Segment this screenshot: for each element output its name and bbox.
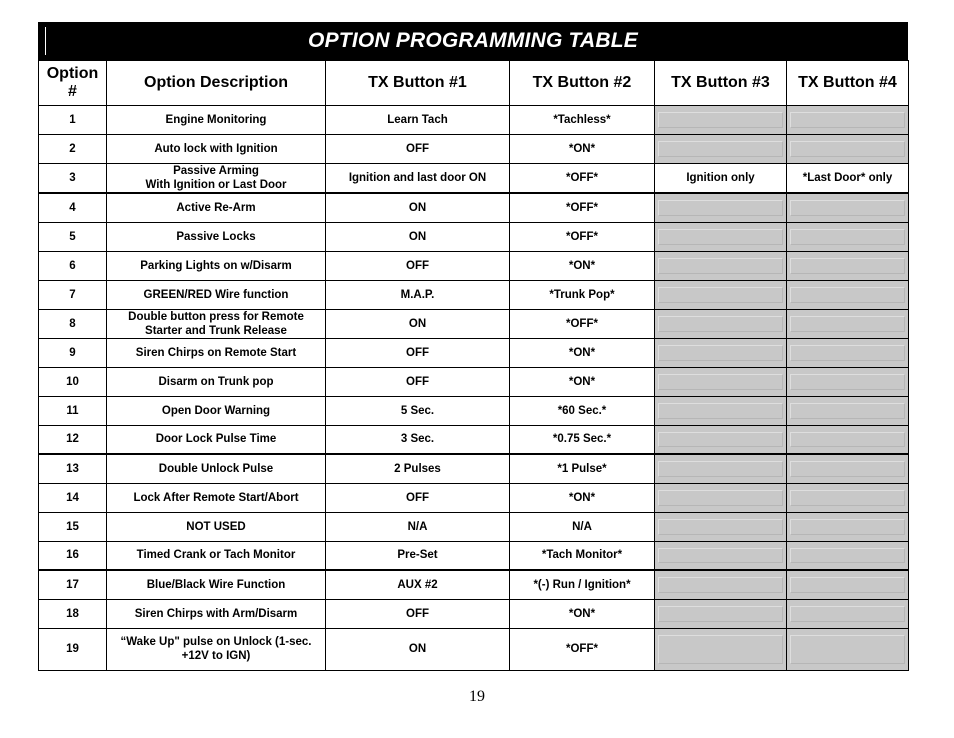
cell-tx-button-1: Pre-Set bbox=[326, 541, 510, 570]
shaded-cell-frame bbox=[658, 200, 783, 216]
cell-tx-button-2: *(-) Run / Ignition* bbox=[510, 570, 655, 599]
table-row bbox=[39, 628, 909, 670]
shaded-cell-frame bbox=[658, 432, 783, 448]
table-title: OPTION PROGRAMMING TABLE bbox=[308, 29, 638, 52]
shaded-cell-frame bbox=[658, 606, 783, 622]
cell-tx-button-3-unused bbox=[655, 454, 787, 483]
cell-option-description: Double Unlock Pulse bbox=[107, 454, 326, 483]
shaded-cell-frame bbox=[658, 258, 783, 274]
table-header-row bbox=[39, 61, 909, 106]
cell-tx-button-2: *ON* bbox=[510, 135, 655, 164]
cell-option-description: NOT USED bbox=[107, 512, 326, 541]
cell-tx-button-1: OFF bbox=[326, 483, 510, 512]
cell-tx-button-1: OFF bbox=[326, 338, 510, 367]
cell-tx-button-2: *OFF* bbox=[510, 222, 655, 251]
cell-tx-button-1: OFF bbox=[326, 135, 510, 164]
cell-option-description: “Wake Up" pulse on Unlock (1-sec. +12V to IGN) bbox=[107, 628, 326, 670]
cell-tx-button-1: OFF bbox=[326, 367, 510, 396]
cell-tx-button-3-unused bbox=[655, 280, 787, 309]
cell-option-number: 12 bbox=[39, 425, 107, 454]
shaded-cell-frame bbox=[790, 258, 905, 274]
cell-option-description: Open Door Warning bbox=[107, 396, 326, 425]
cell-tx-button-4: *Last Door* only bbox=[787, 164, 909, 194]
table-row bbox=[39, 251, 909, 280]
header-tx-button-2: TX Button #2 bbox=[510, 61, 655, 106]
table-row bbox=[39, 367, 909, 396]
cell-tx-button-2: N/A bbox=[510, 512, 655, 541]
table-row bbox=[39, 541, 909, 570]
cell-tx-button-3-unused bbox=[655, 106, 787, 135]
cell-option-number: 14 bbox=[39, 483, 107, 512]
table-row bbox=[39, 222, 909, 251]
cell-option-description: Active Re-Arm bbox=[107, 193, 326, 222]
table-row bbox=[39, 454, 909, 483]
cell-option-number: 10 bbox=[39, 367, 107, 396]
cell-tx-button-4-unused bbox=[787, 454, 909, 483]
table-row bbox=[39, 338, 909, 367]
cell-tx-button-1: ON bbox=[326, 193, 510, 222]
page-number: 19 bbox=[469, 688, 485, 705]
cell-option-number: 19 bbox=[39, 628, 107, 670]
shaded-cell-frame bbox=[790, 374, 905, 390]
cell-tx-button-4-unused bbox=[787, 338, 909, 367]
shaded-cell-frame bbox=[658, 374, 783, 390]
cell-option-number: 18 bbox=[39, 599, 107, 628]
cell-option-description: Lock After Remote Start/Abort bbox=[107, 483, 326, 512]
cell-option-number: 2 bbox=[39, 135, 107, 164]
option-programming-page bbox=[38, 22, 908, 671]
cell-tx-button-4-unused bbox=[787, 512, 909, 541]
table-row bbox=[39, 106, 909, 135]
table-row bbox=[39, 193, 909, 222]
cell-tx-button-1: M.A.P. bbox=[326, 280, 510, 309]
cell-tx-button-2: *OFF* bbox=[510, 628, 655, 670]
cell-tx-button-4-unused bbox=[787, 396, 909, 425]
shaded-cell-frame bbox=[658, 112, 783, 128]
cell-tx-button-2: *Tachless* bbox=[510, 106, 655, 135]
cell-tx-button-1: ON bbox=[326, 222, 510, 251]
cell-tx-button-2: *OFF* bbox=[510, 164, 655, 194]
cell-tx-button-2: *Tach Monitor* bbox=[510, 541, 655, 570]
cell-tx-button-1: AUX #2 bbox=[326, 570, 510, 599]
shaded-cell-frame bbox=[658, 519, 783, 535]
cell-tx-button-3-unused bbox=[655, 367, 787, 396]
cell-tx-button-2: *60 Sec.* bbox=[510, 396, 655, 425]
cell-option-description: Siren Chirps on Remote Start bbox=[107, 338, 326, 367]
table-row bbox=[39, 280, 909, 309]
cell-tx-button-3-unused bbox=[655, 483, 787, 512]
shaded-cell-frame bbox=[790, 519, 905, 535]
cell-option-number: 7 bbox=[39, 280, 107, 309]
cell-tx-button-2: *ON* bbox=[510, 483, 655, 512]
cell-tx-button-4-unused bbox=[787, 541, 909, 570]
cell-tx-button-3-unused bbox=[655, 222, 787, 251]
shaded-cell-frame bbox=[658, 490, 783, 506]
cell-tx-button-3: Ignition only bbox=[655, 164, 787, 194]
table-row bbox=[39, 164, 909, 194]
header-tx-button-3: TX Button #3 bbox=[655, 61, 787, 106]
table-row bbox=[39, 512, 909, 541]
cell-option-number: 6 bbox=[39, 251, 107, 280]
cell-tx-button-1: 5 Sec. bbox=[326, 396, 510, 425]
cell-option-description: Engine Monitoring bbox=[107, 106, 326, 135]
cell-tx-button-3-unused bbox=[655, 425, 787, 454]
cell-option-number: 17 bbox=[39, 570, 107, 599]
cell-option-description: Siren Chirps with Arm/Disarm bbox=[107, 599, 326, 628]
table-row bbox=[39, 135, 909, 164]
cell-tx-button-3-unused bbox=[655, 251, 787, 280]
cell-option-number: 15 bbox=[39, 512, 107, 541]
cell-tx-button-1: OFF bbox=[326, 251, 510, 280]
shaded-cell-frame bbox=[658, 141, 783, 157]
cell-tx-button-4-unused bbox=[787, 599, 909, 628]
cell-option-description: Timed Crank or Tach Monitor bbox=[107, 541, 326, 570]
cell-option-description: Door Lock Pulse Time bbox=[107, 425, 326, 454]
cell-option-description: Blue/Black Wire Function bbox=[107, 570, 326, 599]
cell-tx-button-1: ON bbox=[326, 309, 510, 338]
cell-tx-button-4-unused bbox=[787, 280, 909, 309]
cell-tx-button-3-unused bbox=[655, 309, 787, 338]
shaded-cell-frame bbox=[790, 548, 905, 564]
header-tx-button-1: TX Button #1 bbox=[326, 61, 510, 106]
option-programming-table bbox=[38, 60, 909, 671]
cell-option-number: 1 bbox=[39, 106, 107, 135]
cell-tx-button-4-unused bbox=[787, 135, 909, 164]
cell-option-number: 5 bbox=[39, 222, 107, 251]
cell-option-number: 4 bbox=[39, 193, 107, 222]
cell-tx-button-3-unused bbox=[655, 338, 787, 367]
shaded-cell-frame bbox=[658, 287, 783, 303]
shaded-cell-frame bbox=[790, 112, 905, 128]
cell-tx-button-1: Ignition and last door ON bbox=[326, 164, 510, 194]
cell-option-number: 9 bbox=[39, 338, 107, 367]
cell-option-description: Disarm on Trunk pop bbox=[107, 367, 326, 396]
shaded-cell-frame bbox=[658, 403, 783, 419]
cell-tx-button-4-unused bbox=[787, 425, 909, 454]
cell-tx-button-3-unused bbox=[655, 570, 787, 599]
cell-tx-button-2: *0.75 Sec.* bbox=[510, 425, 655, 454]
cell-option-description: GREEN/RED Wire function bbox=[107, 280, 326, 309]
table-body bbox=[39, 106, 909, 671]
cell-option-description: Double button press for Remote Starter and Trunk Release bbox=[107, 309, 326, 338]
cell-tx-button-3-unused bbox=[655, 135, 787, 164]
shaded-cell-frame bbox=[658, 635, 783, 664]
cell-option-number: 3 bbox=[39, 164, 107, 194]
shaded-cell-frame bbox=[790, 606, 905, 622]
cell-tx-button-4-unused bbox=[787, 106, 909, 135]
cell-option-number: 8 bbox=[39, 309, 107, 338]
header-option-number: Option # bbox=[39, 61, 107, 106]
cell-tx-button-2: *ON* bbox=[510, 599, 655, 628]
table-row bbox=[39, 570, 909, 599]
cell-tx-button-1: 2 Pulses bbox=[326, 454, 510, 483]
cell-tx-button-4-unused bbox=[787, 193, 909, 222]
shaded-cell-frame bbox=[790, 635, 905, 664]
cell-tx-button-2: *OFF* bbox=[510, 309, 655, 338]
cell-tx-button-3-unused bbox=[655, 599, 787, 628]
cell-option-description: Passive Arming With Ignition or Last Door bbox=[107, 164, 326, 194]
cell-tx-button-3-unused bbox=[655, 541, 787, 570]
shaded-cell-frame bbox=[658, 229, 783, 245]
table-row bbox=[39, 425, 909, 454]
table-row bbox=[39, 309, 909, 338]
header-tx-button-4: TX Button #4 bbox=[787, 61, 909, 106]
shaded-cell-frame bbox=[790, 141, 905, 157]
cell-tx-button-4-unused bbox=[787, 483, 909, 512]
table-title-bar bbox=[38, 22, 908, 60]
cell-tx-button-2: *OFF* bbox=[510, 193, 655, 222]
cell-tx-button-2: *ON* bbox=[510, 251, 655, 280]
header-option-description: Option Description bbox=[107, 61, 326, 106]
cell-tx-button-4-unused bbox=[787, 222, 909, 251]
table-row bbox=[39, 396, 909, 425]
shaded-cell-frame bbox=[790, 403, 905, 419]
shaded-cell-frame bbox=[790, 345, 905, 361]
cell-option-description: Auto lock with Ignition bbox=[107, 135, 326, 164]
cell-tx-button-1: OFF bbox=[326, 599, 510, 628]
cell-tx-button-2: *1 Pulse* bbox=[510, 454, 655, 483]
cell-option-number: 16 bbox=[39, 541, 107, 570]
cell-tx-button-3-unused bbox=[655, 396, 787, 425]
shaded-cell-frame bbox=[658, 461, 783, 477]
cell-tx-button-2: *Trunk Pop* bbox=[510, 280, 655, 309]
shaded-cell-frame bbox=[658, 316, 783, 332]
shaded-cell-frame bbox=[790, 461, 905, 477]
shaded-cell-frame bbox=[658, 345, 783, 361]
shaded-cell-frame bbox=[790, 490, 905, 506]
cell-tx-button-4-unused bbox=[787, 570, 909, 599]
shaded-cell-frame bbox=[790, 577, 905, 593]
cell-tx-button-1: Learn Tach bbox=[326, 106, 510, 135]
cell-tx-button-4-unused bbox=[787, 628, 909, 670]
shaded-cell-frame bbox=[790, 432, 905, 448]
cell-tx-button-1: ON bbox=[326, 628, 510, 670]
table-row bbox=[39, 483, 909, 512]
cell-tx-button-3-unused bbox=[655, 193, 787, 222]
cell-tx-button-4-unused bbox=[787, 251, 909, 280]
shaded-cell-frame bbox=[790, 229, 905, 245]
cell-tx-button-1: N/A bbox=[326, 512, 510, 541]
cell-tx-button-2: *ON* bbox=[510, 338, 655, 367]
cell-option-number: 13 bbox=[39, 454, 107, 483]
shaded-cell-frame bbox=[658, 548, 783, 564]
cell-option-description: Parking Lights on w/Disarm bbox=[107, 251, 326, 280]
shaded-cell-frame bbox=[658, 577, 783, 593]
cell-tx-button-3-unused bbox=[655, 512, 787, 541]
table-row bbox=[39, 599, 909, 628]
cell-tx-button-2: *ON* bbox=[510, 367, 655, 396]
shaded-cell-frame bbox=[790, 200, 905, 216]
cell-tx-button-4-unused bbox=[787, 309, 909, 338]
cell-option-description: Passive Locks bbox=[107, 222, 326, 251]
shaded-cell-frame bbox=[790, 316, 905, 332]
shaded-cell-frame bbox=[790, 287, 905, 303]
cell-tx-button-3-unused bbox=[655, 628, 787, 670]
cell-option-number: 11 bbox=[39, 396, 107, 425]
cell-tx-button-1: 3 Sec. bbox=[326, 425, 510, 454]
cell-tx-button-4-unused bbox=[787, 367, 909, 396]
